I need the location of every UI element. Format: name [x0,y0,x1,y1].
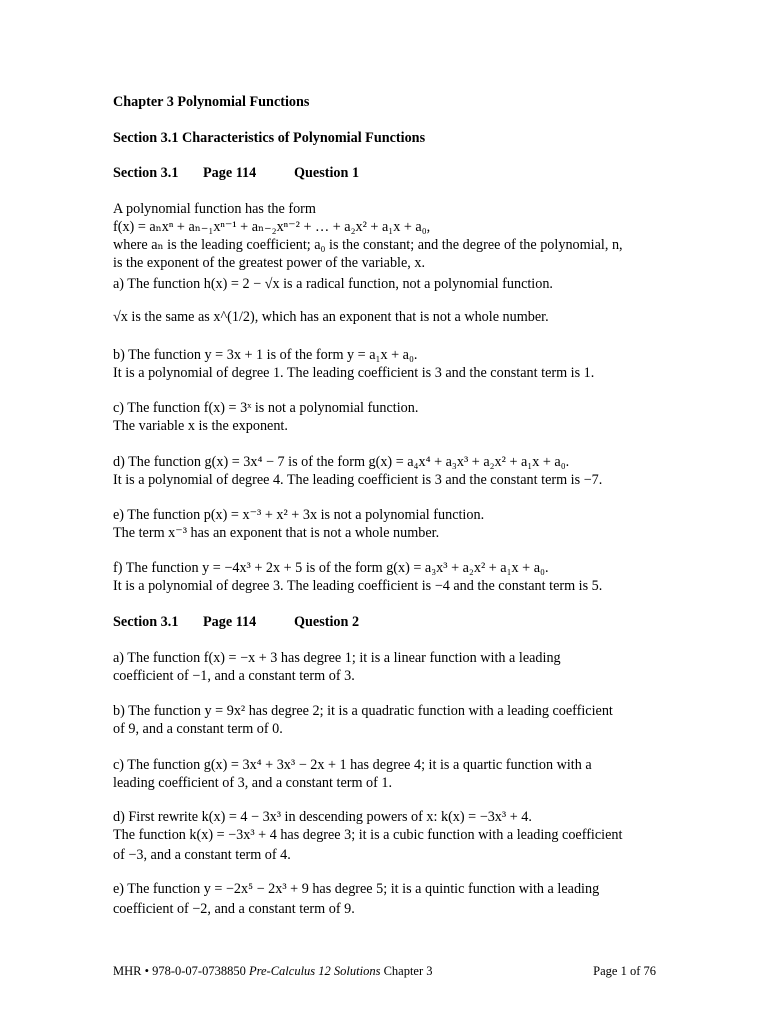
q2-part-c-line-1: c) The function g(x) = 3x⁴ + 3x³ − 2x + 1 has degree 4; it is a quartic function with a [113,757,592,773]
q1-part-a-line-2: √x is the same as x^(1/2), which has an exponent that is not a whole number. [113,309,549,325]
q1-intro: A polynomial function has the form [113,201,316,217]
q1-part-d-line-2: It is a polynomial of degree 4. The leading coefficient is 3 and the constant term is −7. [113,472,603,488]
footer-page-number: Page 1 of 76 [593,964,656,978]
q2-part-a-line-2: coefficient of −1, and a constant term of 3. [113,668,355,684]
q2-part-c-line-2: leading coefficient of 3, and a constant term of 1. [113,775,393,791]
q2-part-e-line-1: e) The function y = −2x⁵ − 2x³ + 9 has degree 5; it is a quintic function with a leading [113,881,600,897]
q2-header-section: Section 3.1 [113,614,179,630]
q2-part-d-line-2: The function k(x) = −3x³ + 4 has degree 3; it is a cubic function with a leading coefficient [113,827,623,843]
q2-part-e-line-2: coefficient of −2, and a constant term of 9. [113,901,355,917]
q2-header-page: Page 114 [203,614,257,630]
q1-part-f-line-2: It is a polynomial of degree 3. The leading coefficient is −4 and the constant term is 5. [113,578,603,594]
footer-book-title: Pre-Calculus 12 Solutions [248,964,381,978]
q1-part-c-line-2: The variable x is the exponent. [113,418,288,434]
q1-part-a-line-1: a) The function h(x) = 2 − √x is a radical function, not a polynomial function. [113,276,553,292]
q1-header-page: Page 114 [203,165,257,181]
q1-part-b-line-1: b) The function y = 3x + 1 is of the form y = a₁x + a₀. [113,347,418,363]
q1-part-f-line-1: f) The function y = −4x³ + 2x + 5 is of the form g(x) = a₃x³ + a₂x² + a₁x + a₀. [113,560,549,576]
q2-part-b-line-2: of 9, and a constant term of 0. [113,721,283,737]
section-title: Section 3.1 Characteristics of Polynomial Functions [113,130,426,146]
q2-part-a-line-1: a) The function f(x) = −x + 3 has degree 1; it is a linear function with a leading [113,650,561,666]
q1-part-e-line-2: The term x⁻³ has an exponent that is not a whole number. [113,525,440,541]
q2-header-question: Question 2 [294,614,360,630]
q1-part-d-line-1: d) The function g(x) = 3x⁴ − 7 is of the form g(x) = a₄x⁴ + a₃x³ + a₂x² + a₁x + a₀. [113,454,570,470]
q1-part-b-line-2: It is a polynomial of degree 1. The leading coefficient is 3 and the constant term is 1. [113,365,595,381]
q2-part-d-line-3: of −3, and a constant term of 4. [113,847,291,863]
q1-part-e-line-1: e) The function p(x) = x⁻³ + x² + 3x is not a polynomial function. [113,507,485,523]
q1-header-section: Section 3.1 [113,165,179,181]
q1-where-line-1: where aₙ is the leading coefficient; a₀ is the constant; and the degree of the polynomial, n, [113,237,623,253]
footer-left [113,962,433,980]
q1-header-question: Question 1 [294,165,360,181]
chapter-title: Chapter 3 Polynomial Functions [113,94,310,110]
footer-left-prefix: MHR • 978-0-07-0738850 [113,964,249,978]
q2-part-b-line-1: b) The function y = 9x² has degree 2; it is a quadratic function with a leading coefficient [113,703,613,719]
q1-where-line-2: is the exponent of the greatest power of the variable, x. [113,255,426,271]
q1-form: f(x) = aₙxⁿ + aₙ₋₁xⁿ⁻¹ + aₙ₋₂xⁿ⁻² + … + a₂x² + a₁x + a₀, [113,219,431,235]
q1-part-c-line-1: c) The function f(x) = 3ˣ is not a polynomial function. [113,400,419,416]
footer-left-suffix: Chapter 3 [380,964,433,978]
q2-part-d-line-1: d) First rewrite k(x) = 4 − 3x³ in descending powers of x: k(x) = −3x³ + 4. [113,809,532,825]
